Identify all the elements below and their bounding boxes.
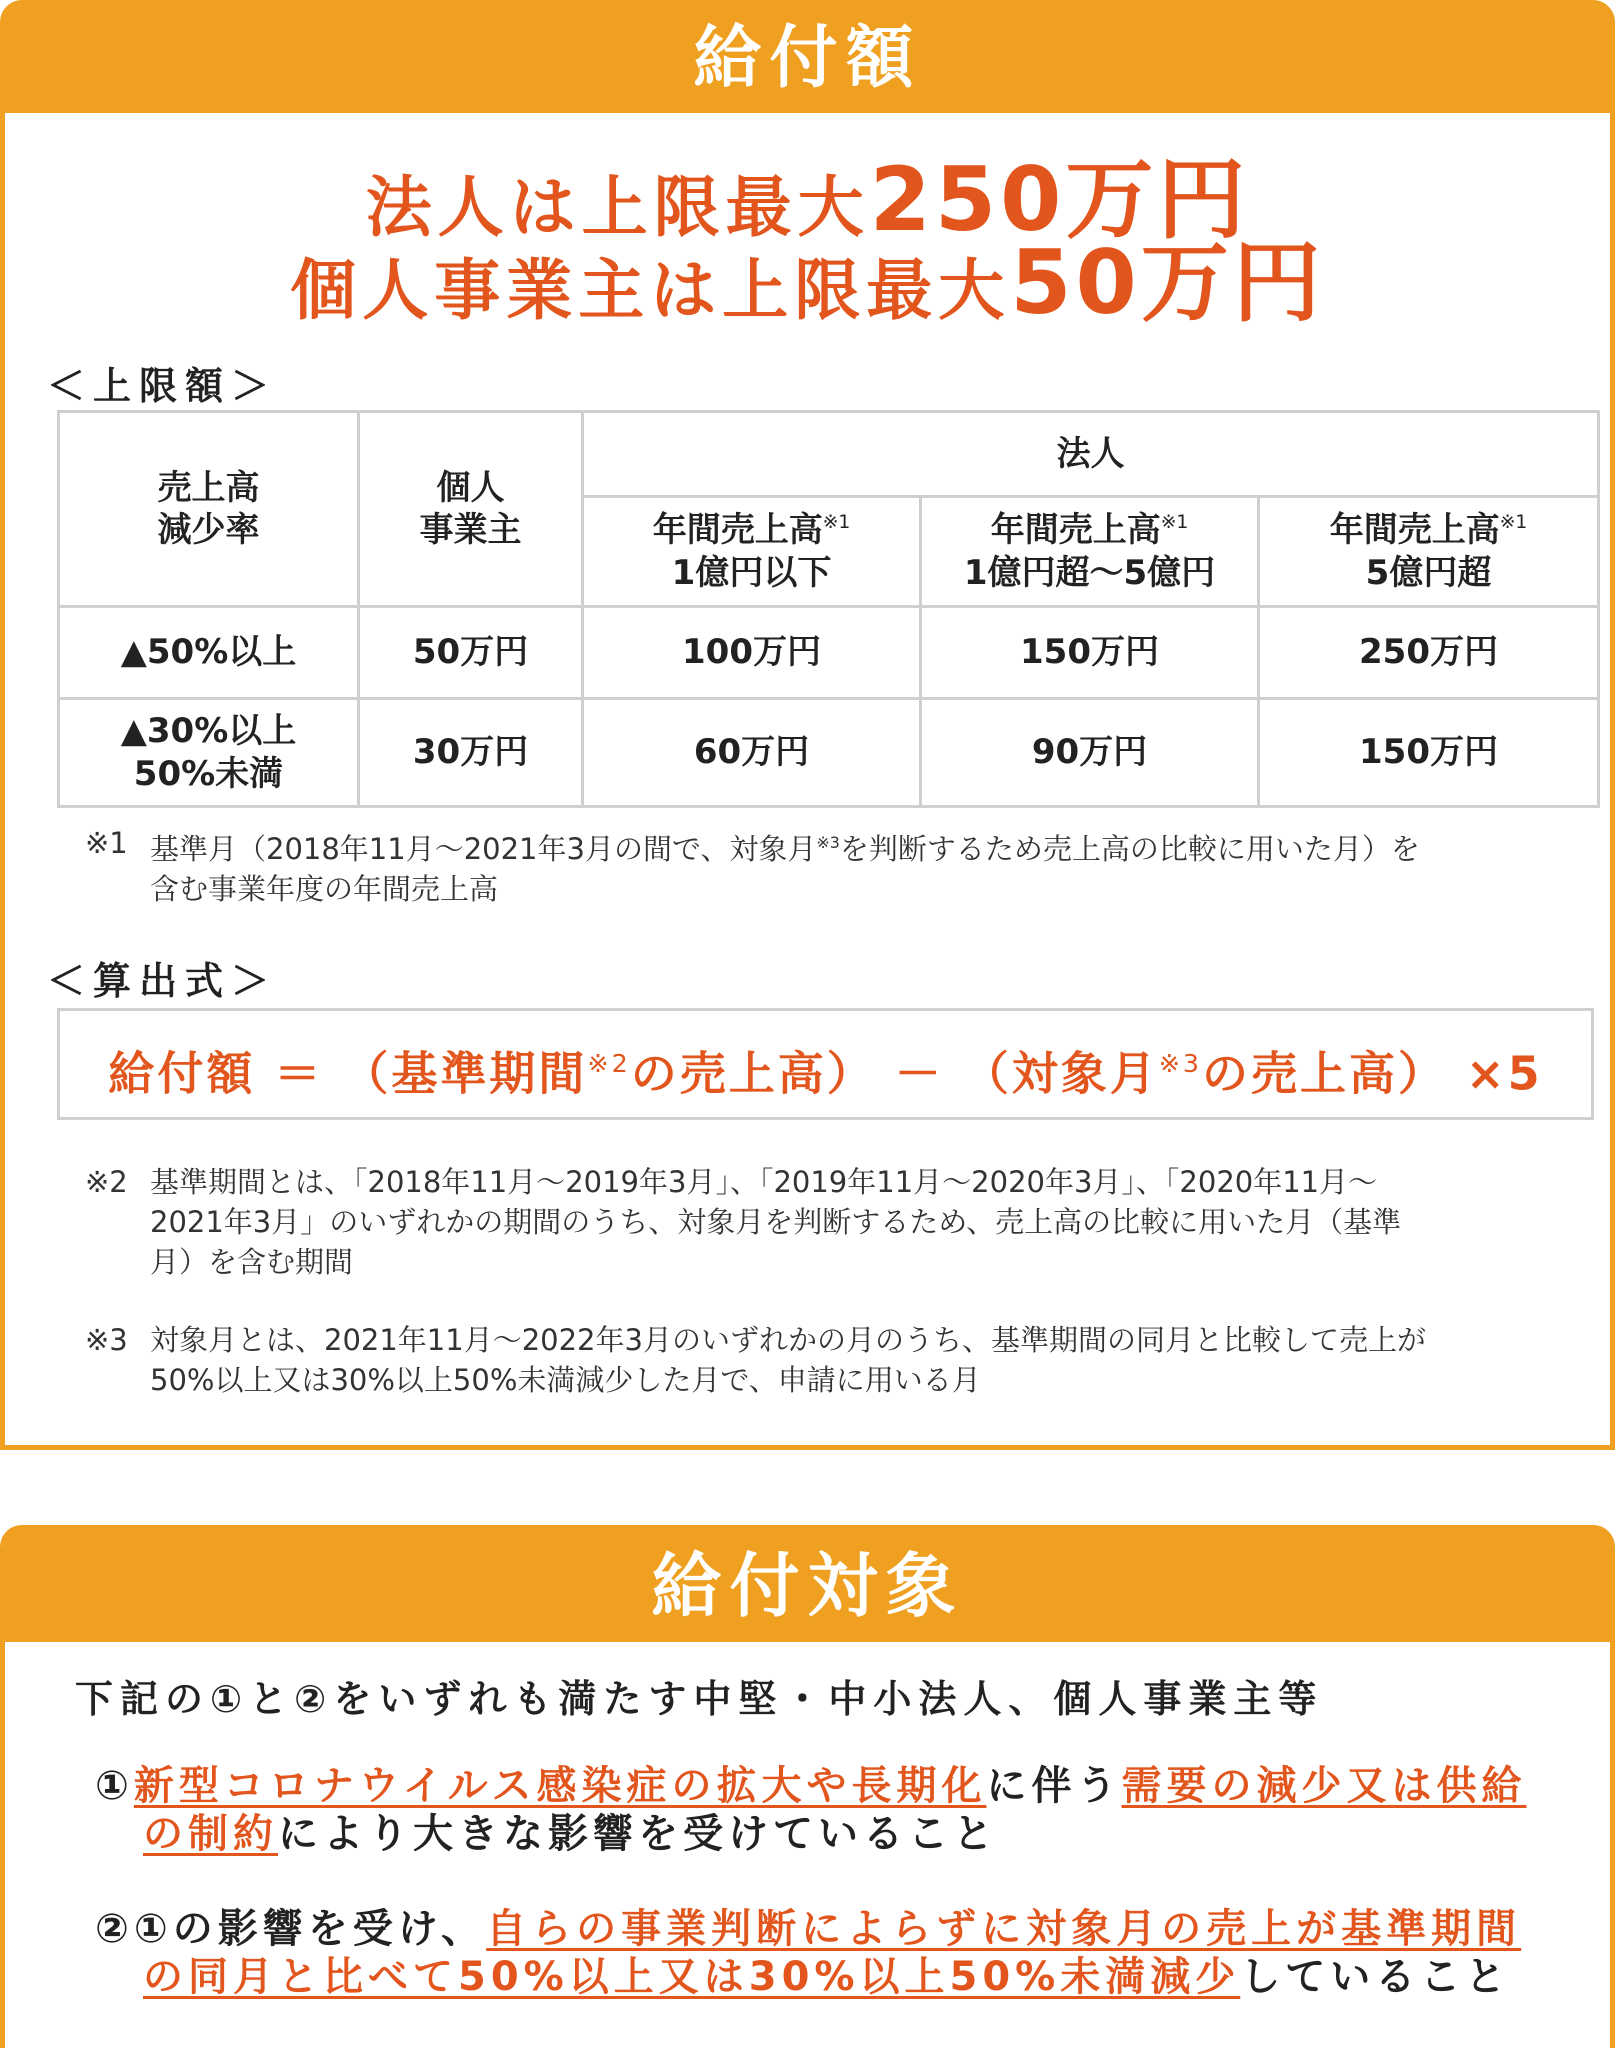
decline-rate-cell: ▲50%以上	[59, 607, 359, 699]
limit-heading: ＜上限額＞	[47, 364, 278, 408]
headline-individual-prefix: 個人事業主は上限最大	[290, 252, 1011, 329]
formula-box: 給付額 ＝ （基準期間$^{※2}$の売上高） － （対象月$^{※3}$の売上高） ×5	[57, 1008, 1594, 1120]
header-revenue-under-100m: 年間売上高$^{※1}$ 1億円以下	[583, 497, 921, 607]
footnote-1: ※1 基準月（2018年11月〜2021年3月の間で、対象月$^{※3}$を判断するため売上高の比較に用いた月）を 含む事業年度の年間売上高	[85, 826, 1420, 907]
headline-corporation-amount: 250万円	[869, 148, 1250, 251]
header-decline-rate: 売上高 減少率	[59, 412, 359, 607]
target-section-header: 給付対象	[5, 1530, 1610, 1642]
amount-section-header: 給付額	[5, 5, 1610, 113]
amount-cell: 100万円	[583, 607, 921, 699]
note-ref: ※1	[1499, 511, 1528, 533]
amount-cell: 90万円	[921, 699, 1259, 807]
condition-2: ②①の影響を受け、自らの事業判断によらずに対象月の売上が基準期間 の同月と比べて50%以上又は30%以上50%未満減少していること	[95, 1906, 1522, 2000]
amount-cell: 150万円	[921, 607, 1259, 699]
condition-1: ①新型コロナウイルス感染症の拡大や長期化に伴う需要の減少又は供給 の制約により大きな影響を受けていること	[95, 1763, 1527, 1857]
headline-individual-amount: 50万円	[1010, 231, 1325, 334]
header-individual: 個人 事業主	[359, 412, 583, 607]
individual-amount-cell: 50万円	[359, 607, 583, 699]
limit-table	[57, 410, 1600, 808]
target-intro: 下記の①と②をいずれも満たす中堅・中小法人、個人事業主等	[75, 1677, 1324, 1721]
table-row	[59, 699, 1599, 807]
header-corporation: 法人	[583, 412, 1599, 497]
header-revenue-100m-500m: 年間売上高$^{※1}$ 1億円超〜5億円	[921, 497, 1259, 607]
footnote-2: ※2 基準期間とは、「2018年11月〜2019年3月」、「2019年11月〜2020年3月」、「2020年11月〜 2021年3月」のいずれかの期間のうち、対象月を判断するため、売上高の比較に用いた月（基準 月）を含む期間	[85, 1165, 1402, 1279]
formula-heading: ＜算出式＞	[47, 959, 278, 1003]
amount-cell: 150万円	[1259, 699, 1599, 807]
headline-individual	[5, 213, 1610, 339]
decline-rate-cell: ▲30%以上 50%未満	[59, 699, 359, 807]
headline-corporation-prefix: 法人は上限最大	[365, 169, 870, 246]
note-ref: ※1	[1160, 511, 1189, 533]
footnote-3: ※3 対象月とは、2021年11月〜2022年3月のいずれかの月のうち、基準期間の同月と比較して売上が 50%以上又は30%以上50%未満減少した月で、申請に用いる月	[85, 1323, 1426, 1397]
amount-cell: 60万円	[583, 699, 921, 807]
table-row	[59, 607, 1599, 699]
individual-amount-cell: 30万円	[359, 699, 583, 807]
amount-cell: 250万円	[1259, 607, 1599, 699]
header-revenue-over-500m: 年間売上高$^{※1}$ 5億円超	[1259, 497, 1599, 607]
note-ref: ※1	[822, 511, 851, 533]
